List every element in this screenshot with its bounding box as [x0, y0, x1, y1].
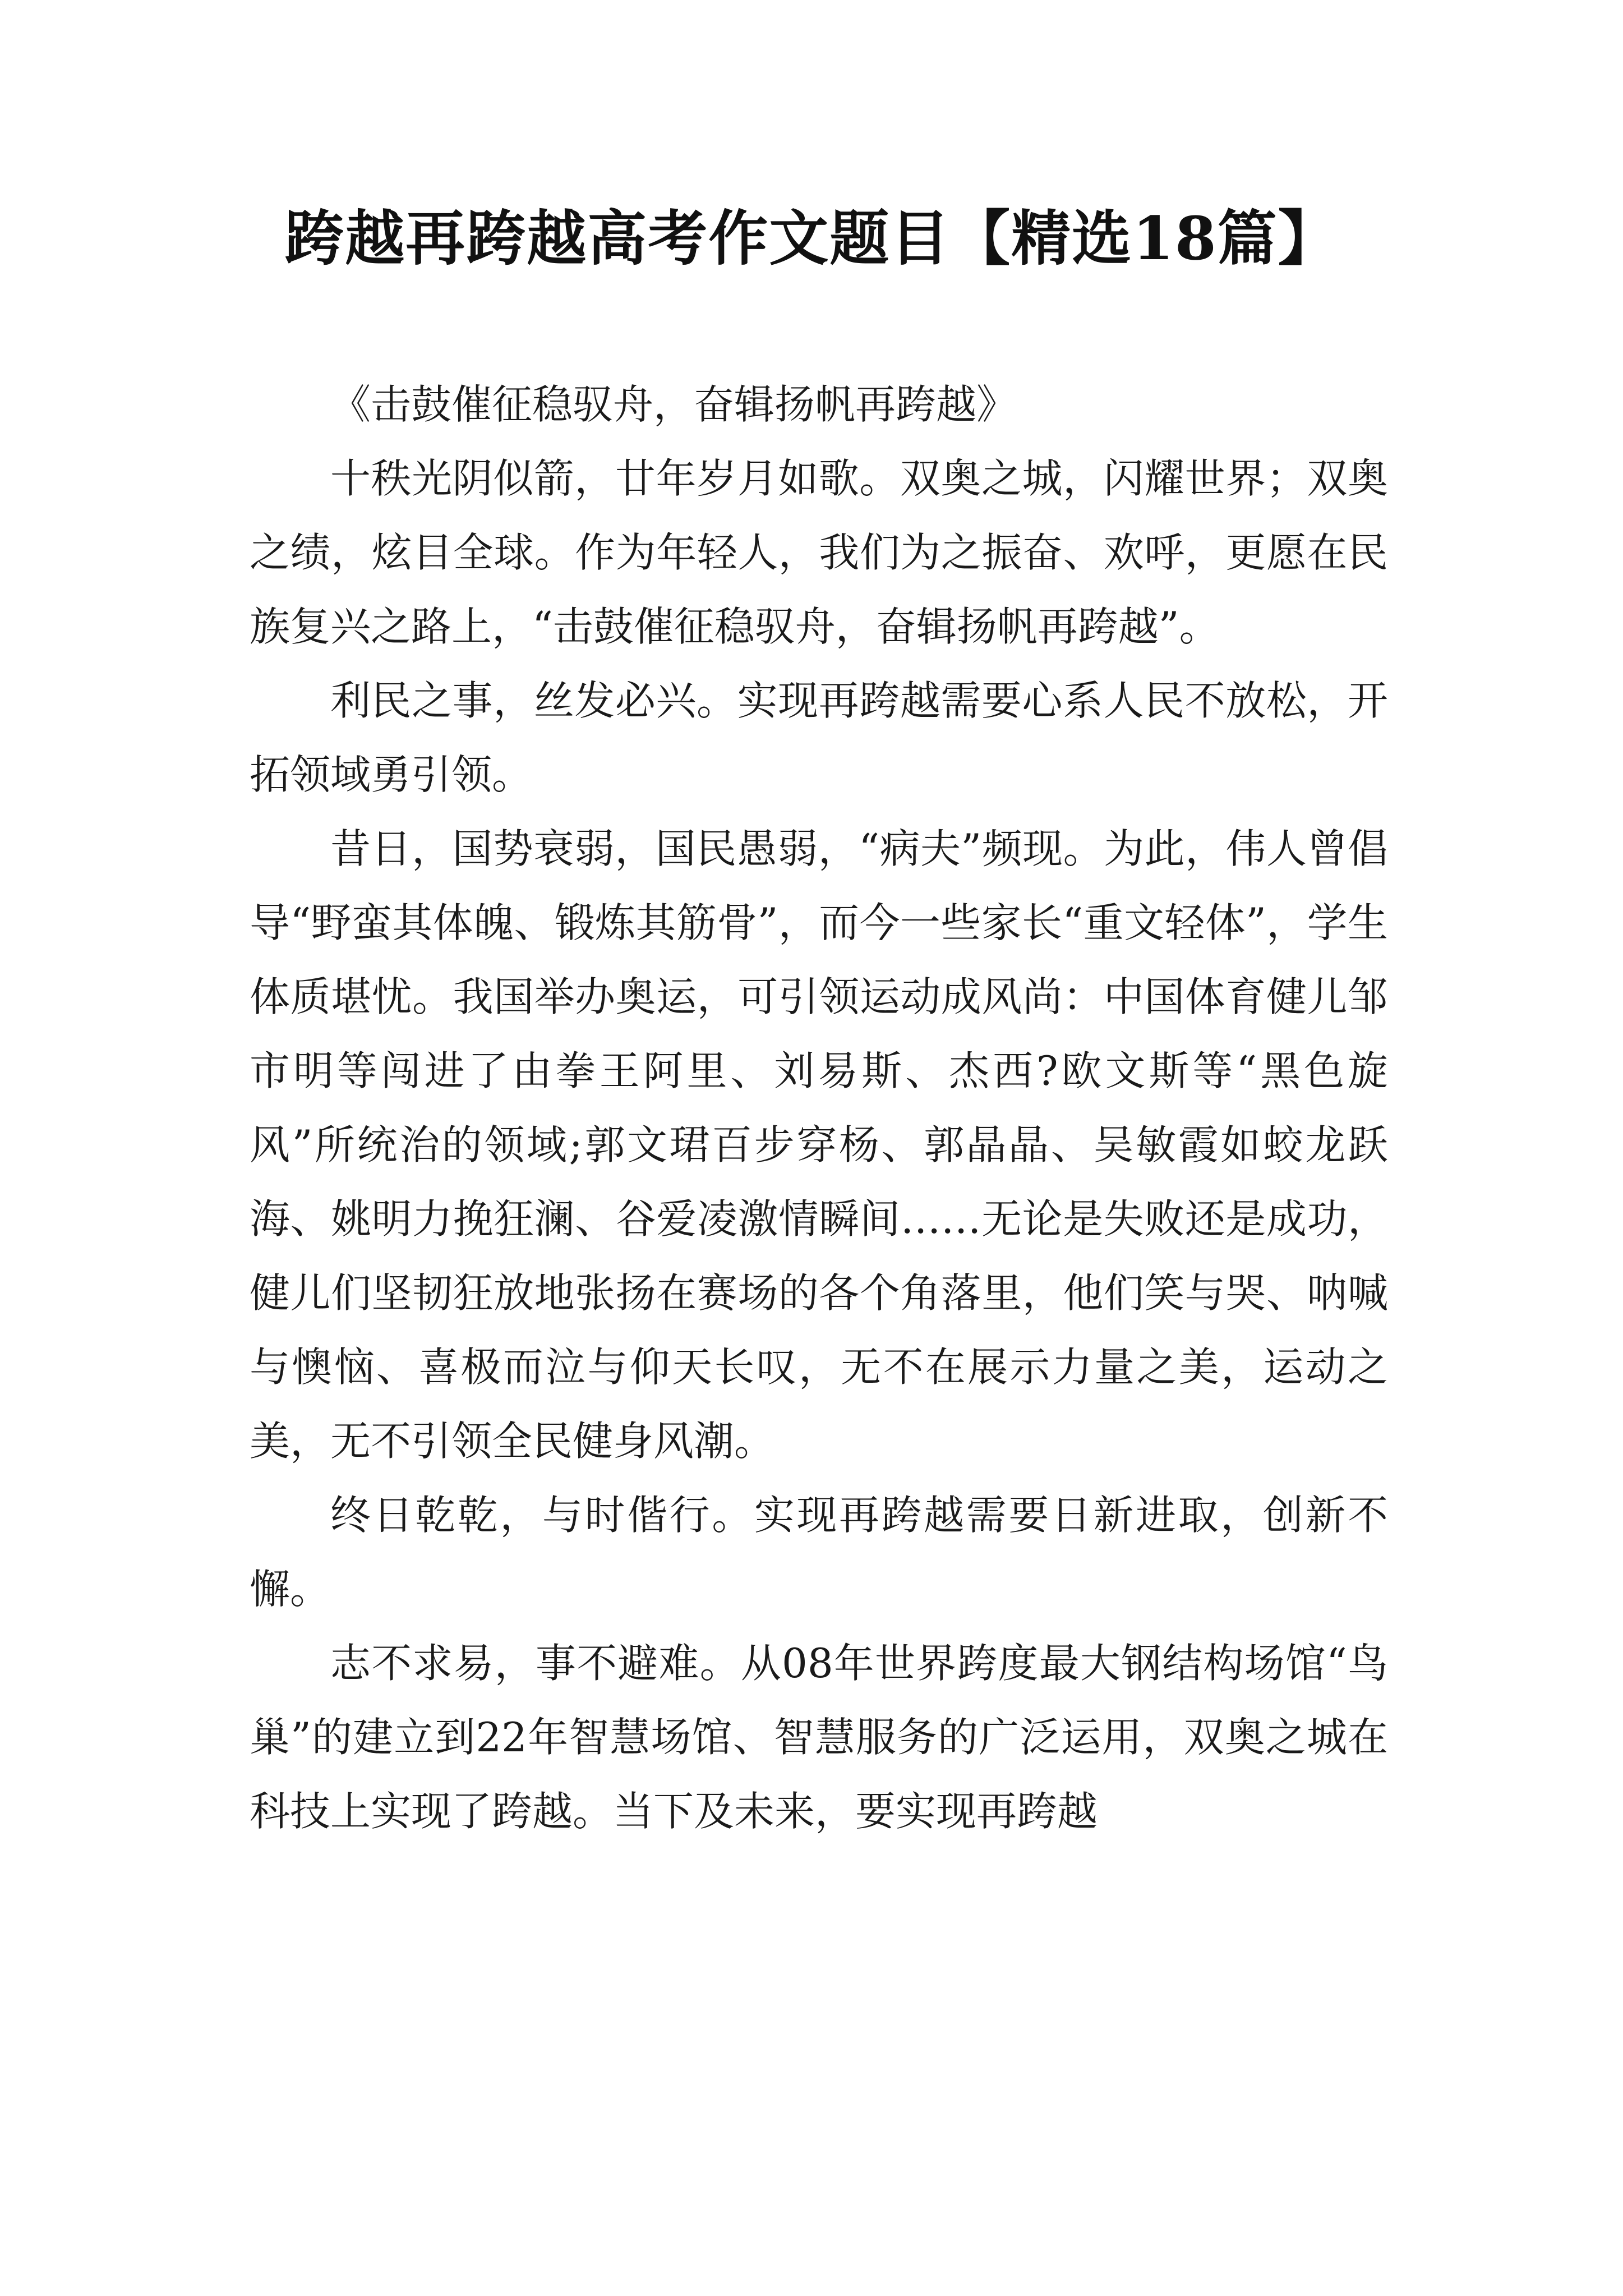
document-title: 跨越再跨越高考作文题目【精选18篇】 — [284, 203, 1339, 273]
paragraph: 终日乾乾，与时偕行。实现再跨越需要日新进取，创新不懈。 — [250, 1492, 1388, 1613]
essay-subtitle: 《击鼓催征稳驭舟，奋辑扬帆再跨越》 — [330, 381, 1017, 428]
paragraph: 十秩光阴似箭，廿年岁月如歌。双奥之城，闪耀世界；双奥之绩，炫目全球。作为年轻人，我们为之振奋、欢呼，更愿在民族复兴之路上，“击鼓催征稳驭舟，奋辑扬帆再跨越”。 — [250, 455, 1388, 650]
paragraph: 利民之事，丝发必兴。实现再跨越需要心系人民不放松，开拓领域勇引领。 — [250, 677, 1388, 798]
document-body — [250, 367, 1388, 1848]
paragraph: 昔日，国势衰弱，国民愚弱，“病夫”频现。为此，伟人曾倡导“野蛮其体魄、锻炼其筋骨”，而今一些家长“重文轻体”，学生体质堪忧。我国举办奥运，可引领运动成风尚：中国体育健儿邹市明等闯进了由拳王阿里、刘易斯、杰西?欧文斯等“黑色旋风”所统治的领域;郭文珺百步穿杨、郭晶晶、吴敏霞如蛟龙跃海、姚明力挽狂澜、谷爱凌激情瞬间……无论是失败还是成功，健儿们坚韧狂放地张扬在赛场的各个角落里，他们笑与哭、呐喊与懊恼、喜极而泣与仰天长叹，无不在展示力量之美，运动之美，无不引领全民健身风潮。 — [250, 825, 1388, 1465]
paragraph: 志不求易，事不避难。从08年世界跨度最大钢结构场馆“鸟巢”的建立到22年智慧场馆、智慧服务的广泛运用，双奥之城在科技上实现了跨越。当下及未来，要实现再跨越 — [250, 1640, 1388, 1835]
